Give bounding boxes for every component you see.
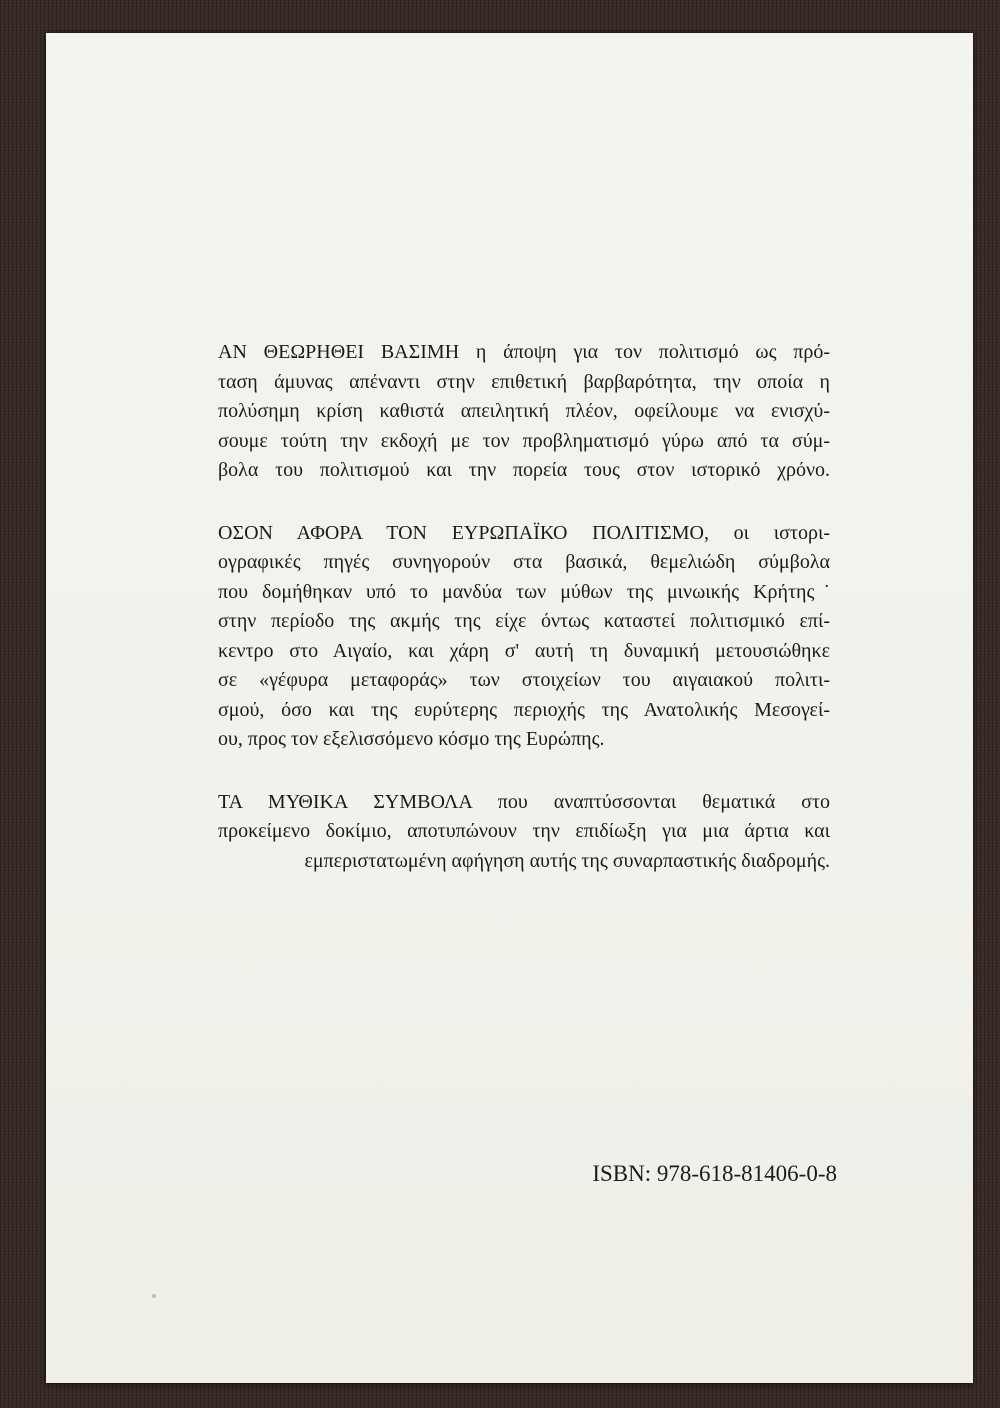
text-line: εμπεριστατωμένη αφήγηση αυτής της συναρπαστικής διαδρομής.	[304, 849, 830, 872]
text-line: ΤΑ ΜΥΘΙΚΑ ΣΥΜΒΟΛΑ που αναπτύσσονται θεματικά στο	[218, 790, 830, 813]
blurb-paragraph-2	[218, 519, 830, 755]
text-line: ΑΝ ΘΕΩΡΗΘΕΙ ΒΑΣΙΜΗ η άποψη για τον πολιτισμό ως πρό-	[218, 341, 830, 363]
text-line: προκείμενο δοκίμιο, αποτυπώνουν την επιδίωξη για μια άρτια και	[218, 820, 830, 842]
text-line: σε «γέφυρα μεταφοράς» των στοιχείων του αιγαιακού πολιτι-	[218, 669, 830, 691]
blurb-paragraph-1	[218, 338, 830, 486]
text-line: που δομήθηκαν υπό το μανδύα των μύθων της μινωικής Κρήτης˙	[218, 580, 830, 603]
text-line: σουμε τούτη την εκδοχή με τον προβληματισμό γύρω από τα σύμ-	[218, 429, 830, 452]
text-line: ογραφικές πηγές συνηγορούν στα βασικά, θεμελιώδη σύμβολα	[218, 551, 830, 573]
text-line: στην περίοδο της ακμής της είχε όντως καταστεί πολιτισμικό επί-	[218, 610, 830, 632]
text-line: ΟΣΟΝ ΑΦΟΡΑ ΤΟΝ ΕΥΡΩΠΑΪΚΟ ΠΟΛΙΤΙΣΜΟ, οι ιστορι-	[218, 521, 830, 544]
text-line: κεντρο στο Αιγαίο, και χάρη σ' αυτή τη δυναμική μετουσιώθηκε	[218, 639, 830, 662]
paper-speck	[152, 1294, 156, 1298]
text-line: ταση άμυνας απέναντι στην επιθετική βαρβαρότητα, την οποία η	[218, 370, 830, 393]
text-line: βολα του πολιτισμού και την πορεία τους στον ιστορικό χρόνο.	[218, 459, 830, 481]
blurb-text	[218, 338, 830, 909]
blurb-paragraph-3	[218, 788, 830, 877]
text-line: πολύσημη κρίση καθιστά απειλητική πλέον, οφείλουμε να ενισχύ-	[218, 400, 830, 422]
text-line: σμού, όσο και της ευρύτερης περιοχής της Ανατολικής Μεσογεί-	[218, 698, 830, 721]
isbn-label: ISBN: 978-618-81406-0-8	[592, 1161, 837, 1186]
text-line: ου, προς τον εξελισσόμενο κόσμο της Ευρώπης.	[218, 728, 605, 750]
